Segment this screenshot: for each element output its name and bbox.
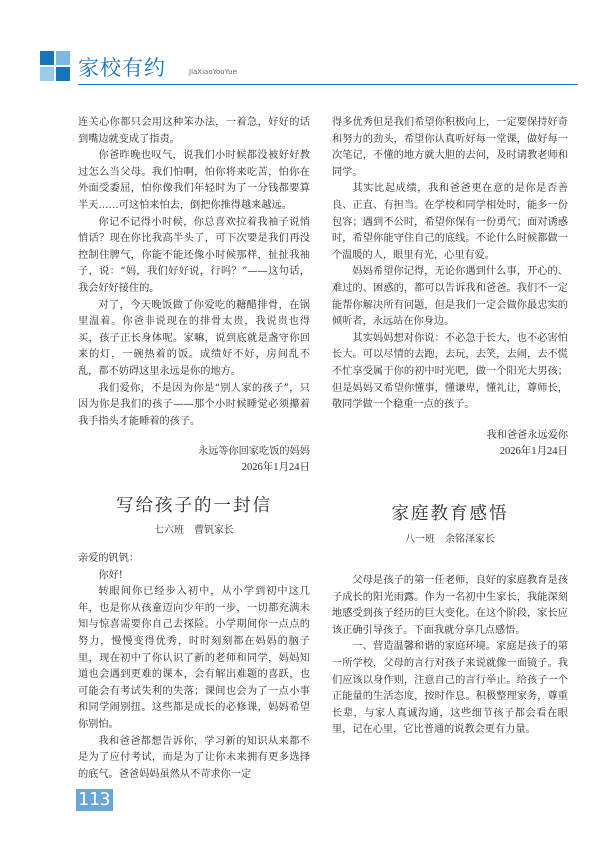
article-byline: 八一班 余铭泽家长: [405, 534, 495, 545]
paragraph: 对了，今天晚饭做了你爱吃的糖醋排骨，在锅里温着。你爸非说现在的排骨太贵，我说贵也得买，孩子正长身体呢。家嘛，说到底就是盏守你回来的灯，一碗热着的饭。成绩好不好，房间乱不乱，都不妨碍这里永远是你的地方。: [78, 299, 310, 377]
paragraph: 妈妈希望你记得，无论你遇到什么事，开心的、难过的、困惑的，都可以告诉我和爸爸。我们不一定能帮你解决所有问题，但是我们一定会做你最忠实的倾听者，永远站在你身边。: [332, 266, 568, 328]
greeting: 你好!: [98, 569, 123, 581]
paragraph: 我们爱你，不是因为你是“别人家的孩子”，只因为你是我们的孩子——那个小时候睡觉必须攥着我手指头才能睡着的孩子。: [78, 382, 310, 427]
page-number: 113: [78, 789, 111, 810]
paragraph: 父母是孩子的第一任老师，良好的家庭教育是孩子成长的阳光雨露。作为一名初中生家长，我能深刻地感受到孩子经历的巨大变化。在这个阶段，家长应该正确引导孩子。下面我就分享几点感悟。: [332, 575, 568, 636]
section-header: [40, 48, 580, 88]
article-body: [78, 551, 310, 783]
paragraph: 得多优秀但是我们希望你积极向上，一定要保持好奇和努力的劲头，希望你认真听好每一堂课，做好每一次笔记，不懂的地方就大胆的去问，及时请教老师和同学。: [332, 117, 568, 178]
article-title: 家庭教育感悟: [391, 504, 509, 524]
paragraph: 转眼间你已经步入初中，从小学到初中这几年，也是你从孩童迈向少年的一步，一切都充满未知与惊喜需要你自己去探险。小学期间你一点点的努力，慢慢变得优秀，时时刻刻都在妈妈的脑子里，现在初中了你认识了新的老师和同学，妈妈知道也会遇到更难的课本，会有解出难题的喜跃，也可能会有考试失利的失落；课间也会为了一点小事和同学闹别扭。这些都是成长的必修课，妈妈希望你别怕。: [78, 586, 310, 730]
section-title: 家校有约: [78, 56, 166, 80]
paragraph: 你爸昨晚也叹气，说我们小时候都没被好好教过怎么当父母。我们怕啊，怕你将来吃苦，怕你在外面受委屈，怕你像我们年轻时为了一分钱都要算半天……可这怕来怕去，倒把你推得越来越远。: [78, 150, 310, 211]
salutation: 亲爱的钒钒：: [78, 553, 140, 564]
paragraph: 其实妈妈想对你说：不必急于长大，也不必害怕长大。可以尽情的去跑，去玩，去笑，去闹，去不慌不忙享受属于你的初中时光吧，做一个阳光大男孩；但是妈妈又希望你懂事，懂谦卑，懂礼让，尊师长，敬同学做一个稳重一点的孩子。: [332, 332, 568, 411]
paragraph: 你记不记得小时候，你总喜欢拉着我袖子说悄悄话？现在你比我高半头了，可下次要是我们再没控制住脾气，你能不能还像小时候那样，扯扯我袖子，说：“妈，我们好好说，行吗？”——这句话，我会好好接住的。: [78, 216, 310, 294]
header-divider: [78, 84, 578, 85]
letter-signature: 我和爸爸永远爱你: [486, 429, 568, 441]
paragraph: 我和爸爸都想告诉你，学习新的知识从来都不是为了应付考试，而是为了让你未来拥有更多选择的底气。爸爸妈妈虽然从不苛求你一定: [78, 735, 310, 780]
letter-signature: 永远等你回家吃饭的妈妈: [197, 446, 310, 458]
letter-left-column: [78, 115, 310, 476]
section-subtitle: JiaXiaoYouYue: [189, 68, 237, 76]
article-title: 写给孩子的一封信: [116, 496, 272, 516]
letter-right-column: [332, 115, 568, 460]
article-body: [332, 573, 568, 739]
article-byline: 七六班 曹钒家长: [154, 525, 234, 536]
paragraph: 其实比起成绩，我和爸爸更在意的是你是否善良、正直、有担当。在学校和同学相处时，能多一份包容；遇到不公时，希望你保有一份勇气；面对诱惑时，希望你能守住自己的底线。不论什么时候都做一个温暖的人，眼里有光，心里有爱。: [332, 183, 568, 261]
paragraph: 一、营造温馨和谐的家庭环境。家庭是孩子的第一所学校，父母的言行对孩子来说就像一面镜子。我们应该以身作则，注意自己的言行举止。给孩子一个正能量的生活态度，按时作息。积极整理家务，尊重长辈，与家人真诚沟通，这些细节孩子都会看在眼里，记在心里，它比普通的说教会更有力量。: [332, 641, 568, 736]
letter-date: 2026年1月24日: [241, 462, 310, 474]
letter-date: 2026年1月24日: [499, 445, 568, 457]
paragraph: 连关心你都只会用这种笨办法，一着急，好好的话到嘴边就变成了指责。: [78, 117, 310, 145]
logo-squares-icon: [40, 51, 70, 81]
